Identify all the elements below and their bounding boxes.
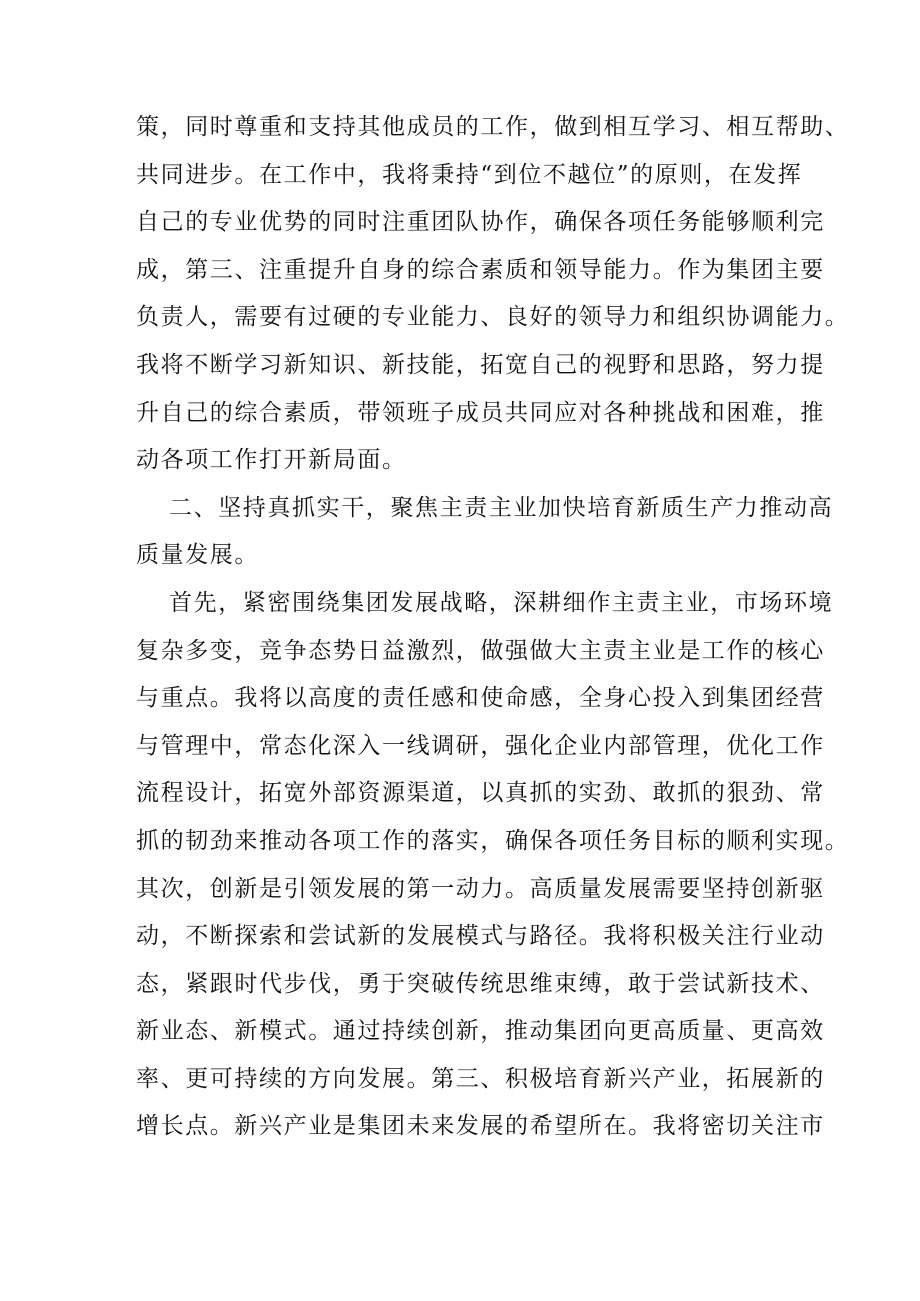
text-line: 抓的韧劲来推动各项工作的落实，确保各项任务目标的顺利实现。	[136, 827, 850, 854]
text-line: 增长点。新兴产业是集团未来发展的希望所在。我将密切关注市	[136, 1113, 825, 1140]
text-line: 流程设计，拓宽外部资源渠道，以真抓的实劲、敢抓的狠劲、常	[136, 780, 825, 807]
text-line: 新业态、新模式。通过持续创新，推动集团向更高质量、更高效	[136, 1018, 825, 1045]
text-line: 复杂多变，竞争态势日益激烈，做强做大主责主业是工作的核心	[136, 637, 825, 664]
section-heading-line: 二、坚持真抓实干，聚焦主责主业加快培育新质生产力推动高	[169, 494, 834, 521]
text-line: 率、更可持续的方向发展。第三、积极培育新兴产业，拓展新的	[136, 1065, 825, 1092]
text-line: 与管理中，常态化深入一线调研，强化企业内部管理，优化工作	[136, 732, 825, 759]
text-line: 策，同时尊重和支持其他成员的工作，做到相互学习、相互帮助、	[136, 114, 850, 140]
text-line: 首先，紧密围绕集团发展战略，深耕细作主责主业，市场环境	[169, 589, 834, 616]
text-line: 升自己的综合素质，带领班子成员共同应对各种挑战和困难，推	[136, 399, 825, 426]
text-line: 负责人，需要有过硬的专业能力、良好的领导力和组织协调能力。	[136, 304, 850, 331]
text-line: 其次，创新是引领发展的第一动力。高质量发展需要坚持创新驱	[136, 875, 825, 902]
text-line: 动各项工作打开新局面。	[136, 447, 407, 474]
text-line: 共同进步。在工作中，我将秉持“到位不越位”的原则，在发挥	[136, 161, 803, 188]
text-line: 自己的专业优势的同时注重团队协作，确保各项任务能够顺利完	[136, 209, 825, 236]
text-line: 我将不断学习新知识、新技能，拓宽自己的视野和思路，努力提	[136, 351, 825, 378]
text-line: 与重点。我将以高度的责任感和使命感，全身心投入到集团经营	[136, 685, 825, 712]
text-line: 态，紧跟时代步伐，勇于突破传统思维束缚，敢于尝试新技术、	[136, 970, 825, 997]
text-line: 动，不断探索和尝试新的发展模式与路径。我将积极关注行业动	[136, 923, 825, 950]
document-body	[136, 104, 850, 1151]
text-line: 成，第三、注重提升自身的综合素质和领导能力。作为集团主要	[136, 256, 825, 283]
section-heading-line: 质量发展。	[136, 542, 259, 569]
